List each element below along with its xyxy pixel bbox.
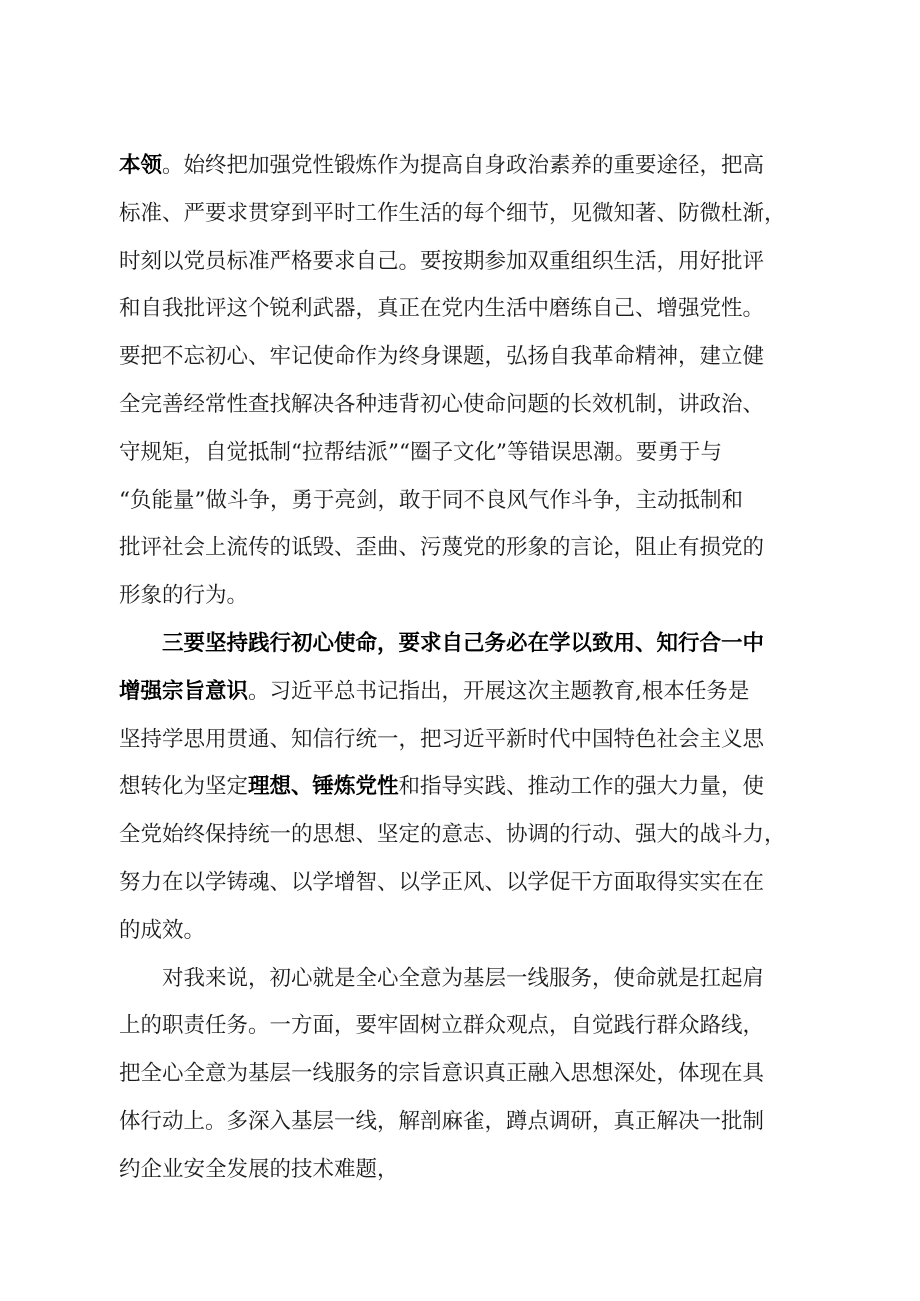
text-line: 对我来说，初心就是全心全意为基层一线服务，使命就是扛起肩 bbox=[162, 965, 765, 991]
paragraph-1 bbox=[119, 142, 831, 620]
text-line: 体行动上。多深入基层一线，解剖麻雀，蹲点调研，真正解决一批制 bbox=[119, 1108, 765, 1134]
text-line: 全完善经常性查找解决各种违背初心使命问题的长效机制，讲政治、 bbox=[119, 391, 765, 417]
text-line: 上的职责任务。一方面，要牢固树立群众观点，自觉践行群众路线， bbox=[119, 1013, 765, 1039]
text-line: 标准、严要求贯穿到平时工作生活的每个细节，见微知著、防微杜渐， bbox=[119, 200, 786, 226]
line-text: 。始终把加强党性锻炼作为提高自身政治素养的重要途径，把高 bbox=[162, 153, 765, 178]
text-line bbox=[119, 142, 831, 190]
text-line bbox=[119, 668, 831, 716]
text-line: 时刻以党员标准严格要求自己。要按期参加双重组织生活，用好批评 bbox=[119, 248, 765, 274]
line-text: 和指导实践、推动工作的强大力量，使 bbox=[398, 774, 765, 800]
text-line: 的成效。 bbox=[119, 917, 206, 943]
bold-phrase: 理想、锤炼党性 bbox=[248, 774, 399, 800]
text-line: 坚持学思用贯通、知信行统一，把习近平新时代中国特色社会主义思 bbox=[119, 726, 765, 752]
paragraph-2 bbox=[119, 620, 831, 955]
text-line: 和自我批评这个锐利武器，真正在党内生活中磨练自己、增强党性。 bbox=[119, 296, 765, 322]
text-line: 把全心全意为基层一线服务的宗旨意识真正融入思想深处，体现在具 bbox=[119, 1061, 765, 1087]
document-body bbox=[119, 142, 831, 1194]
text-line: 努力在以学铸魂、以学增智、以学正风、以学促干方面取得实实在在 bbox=[119, 869, 765, 895]
text-line bbox=[119, 763, 831, 811]
text-line: 形象的行为。 bbox=[119, 583, 249, 609]
text-line bbox=[119, 620, 831, 668]
bold-phrase: 本领 bbox=[119, 153, 163, 178]
text-line: 约企业安全发展的技术难题， bbox=[119, 1156, 399, 1182]
text-line: 要把不忘初心、牢记使命作为终身课题，弘扬自我革命精神，建立健 bbox=[119, 344, 765, 370]
bold-heading: 三要坚持践行初心使命，要求自己务必在学以致用、知行合一中 bbox=[162, 630, 765, 656]
text-line: 守规矩，自觉抵制“拉帮结派”“圈子文化”等错误思潮。要勇于与 bbox=[119, 439, 722, 465]
text-line: “负能量”做斗争，勇于亮剑，敢于同不良风气作斗争，主动抵制和 bbox=[119, 487, 743, 513]
line-text: 。习近平总书记指出，开展这次主题教育,根本任务是 bbox=[248, 678, 750, 704]
line-text: 想转化为坚定 bbox=[119, 774, 249, 800]
text-line: 全党始终保持统一的思想、坚定的意志、协调的行动、强大的战斗力， bbox=[119, 822, 786, 848]
text-line: 批评社会上流传的诋毁、歪曲、污蔑党的形象的言论，阻止有损党的 bbox=[119, 535, 765, 561]
bold-heading: 增强宗旨意识 bbox=[119, 678, 249, 704]
paragraph-3 bbox=[119, 955, 831, 1194]
